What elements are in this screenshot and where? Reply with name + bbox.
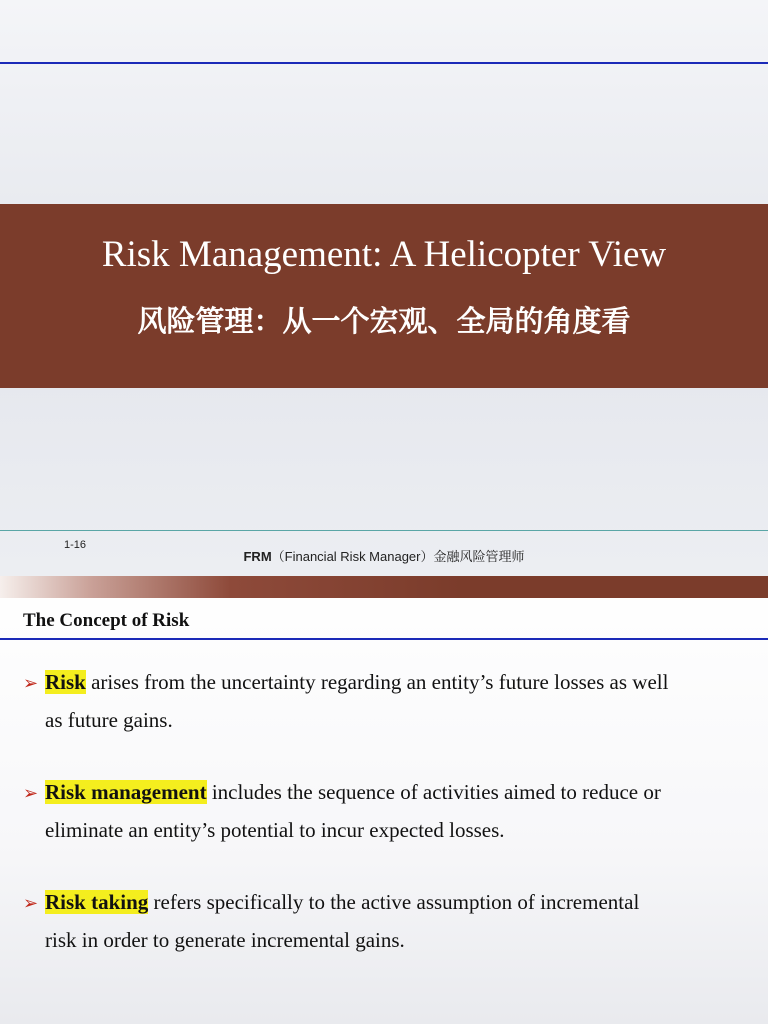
footer-description: （Financial Risk Manager）金融风险管理师 <box>271 549 525 564</box>
footer-text <box>0 546 768 565</box>
heading-rule <box>0 638 768 640</box>
slide-concept-of-risk <box>0 576 768 1024</box>
arrow-bullet-icon: ➢ <box>23 783 39 803</box>
bullet-text: refers specifically to the active assumption of incremental <box>148 890 640 914</box>
term-risk-taking: Risk taking <box>45 890 149 914</box>
arrow-bullet-icon: ➢ <box>23 673 39 693</box>
bullet-risk <box>23 664 753 739</box>
section-heading: The Concept of Risk <box>23 610 190 631</box>
bullet-text: includes the sequence of activities aimed to reduce or <box>206 780 661 804</box>
footer-frm: FRM <box>243 549 272 564</box>
term-risk-management: Risk management <box>45 780 207 804</box>
bullet-text: arises from the uncertainty regarding an entity’s future losses as well <box>85 670 669 694</box>
bullet-text-continued: eliminate an entity’s potential to incur expected losses. <box>45 818 505 842</box>
slide-subtitle-text: 风险管理：从一个宏观、全局的角度看 <box>137 304 631 338</box>
bullet-risk-management <box>23 774 753 849</box>
slide-title-text: Risk Management: A Helicopter View <box>101 234 667 275</box>
page-number: 1-16 <box>64 539 87 551</box>
bullet-text-continued: risk in order to generate incremental gains. <box>45 928 405 952</box>
top-rule <box>0 62 768 64</box>
bullet-risk-taking <box>23 884 753 959</box>
bullet-text-continued: as future gains. <box>45 708 173 732</box>
footer-rule <box>0 530 768 531</box>
arrow-bullet-icon: ➢ <box>23 893 39 913</box>
header-gradient-bar <box>0 576 768 598</box>
term-risk: Risk <box>45 670 86 694</box>
